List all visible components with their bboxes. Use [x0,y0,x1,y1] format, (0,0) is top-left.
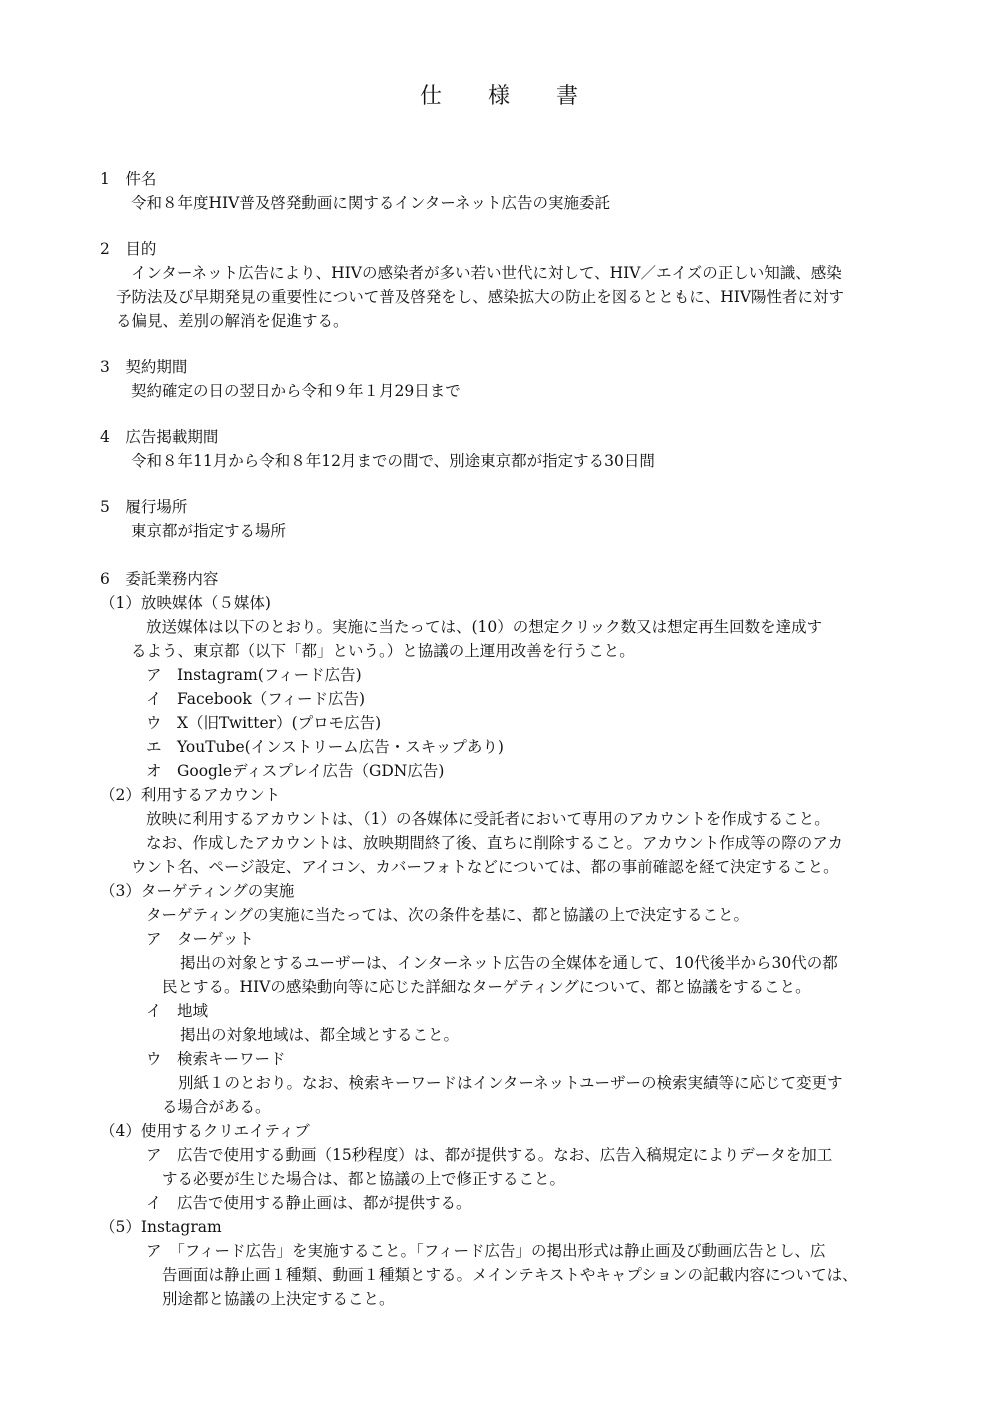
body-text: 別途都と協議の上決定すること。 [162,1290,395,1308]
body-text: 契約確定の日の翌日から令和９年１月29日まで [131,382,461,400]
list-item: ア 「フィード広告」を実施すること。「フィード広告」の掲出形式は静止画及び動画広告とし、広 [146,1242,826,1260]
body-text: 民とする。HIVの感染動向等に応じた詳細なターゲティングについて、都と協議をすること。 [162,978,811,996]
title-char: 様 [488,84,511,109]
list-item: ウ 検索キーワード [146,1050,286,1068]
subsection-heading: （2）利用するアカウント [100,786,281,804]
body-text: する必要が生じた場合は、都と協議の上で修正すること。 [162,1170,566,1188]
list-item: ア 広告で使用する動画（15秒程度）は、都が提供する。なお、広告入稿規定によりデータを加工 [146,1146,833,1164]
body-text: るよう、東京都（以下「都」という。）と協議の上運用改善を行うこと。 [131,642,635,660]
body-text: ウント名、ページ設定、アイコン、カバーフォトなどについては、都の事前確認を経て決定すること。 [131,858,839,876]
subsection-heading: （5）Instagram [100,1218,222,1236]
document-title [0,86,1000,110]
body-text: 東京都が指定する場所 [131,522,287,540]
body-text: る偏見、差別の解消を促進する。 [116,312,349,330]
subsection-heading: （4）使用するクリエイティブ [100,1122,310,1140]
list-item: イ Facebook（フィード広告) [146,690,366,708]
list-item: イ 広告で使用する静止画は、都が提供する。 [146,1194,472,1212]
list-item: ウ X（旧Twitter）(プロモ広告) [146,714,382,732]
body-text: 令和８年度HIV普及啓発動画に関するインターネット広告の実施委託 [131,194,610,212]
section-heading: 6 委託業務内容 [100,570,219,588]
body-text: る場合がある。 [162,1098,271,1116]
section-heading: 5 履行場所 [100,498,188,516]
list-item: イ 地域 [146,1002,209,1020]
section-heading: 3 契約期間 [100,358,188,376]
section-heading: 2 目的 [100,240,157,258]
body-text: 放映に利用するアカウントは、（1）の各媒体に受託者において専用のアカウントを作成すること。 [146,810,830,828]
list-item: エ YouTube(インストリーム広告・スキップあり) [146,738,504,756]
list-item: オ Googleディスプレイ広告（GDN広告) [146,762,445,780]
subsection-heading: （3）ターゲティングの実施 [100,882,295,900]
list-item: ア ターゲット [146,930,254,948]
subsection-heading: （1）放映媒体（５媒体) [100,594,271,612]
body-text: 令和８年11月から令和８年12月までの間で、別途東京都が指定する30日間 [131,452,655,470]
list-item: ア Instagram(フィード広告) [146,666,362,684]
body-text: インターネット広告により、HIVの感染者が多い若い世代に対して、HIV／エイズの正しい知識、感染 [131,264,842,282]
body-text: 掲出の対象地域は、都全域とすること。 [180,1026,460,1044]
body-text: 告画面は静止画１種類、動画１種類とする。メインテキストやキャプションの記載内容については、 [162,1266,858,1284]
section-heading: 4 広告掲載期間 [100,428,219,446]
body-text: 掲出の対象とするユーザーは、インターネット広告の全媒体を通して、10代後半から30代の都 [180,954,838,972]
title-char: 仕 [420,84,443,109]
section-heading: 1 件名 [100,170,157,188]
body-text: ターゲティングの実施に当たっては、次の条件を基に、都と協議の上で決定すること。 [146,906,749,924]
body-text: 別紙１のとおり。なお、検索キーワードはインターネットユーザーの検索実績等に応じて変更す [178,1074,843,1092]
body-text: 予防法及び早期発見の重要性について普及啓発をし、感染拡大の防止を図るとともに、HIV陽性者に対す [116,288,845,306]
body-text: なお、作成したアカウントは、放映期間終了後、直ちに削除すること。アカウント作成等の際のアカ [146,834,844,852]
title-char: 書 [556,84,579,109]
body-text: 放送媒体は以下のとおり。実施に当たっては、(10）の想定クリック数又は想定再生回数を達成す [146,618,823,636]
